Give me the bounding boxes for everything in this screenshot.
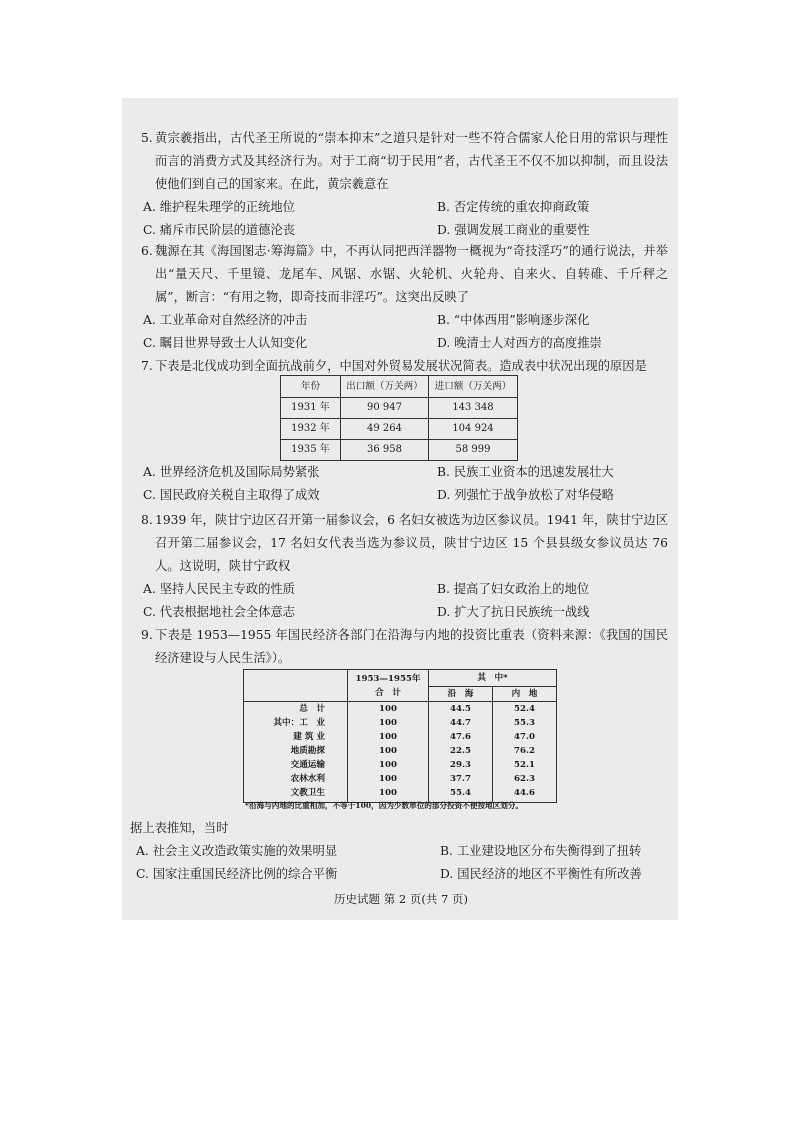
cell-sector: 总 计	[244, 702, 348, 717]
question-5	[140, 127, 668, 242]
option-c: C. 国家注重国民经济比例的综合平衡	[136, 866, 338, 881]
cell-export: 36 958	[341, 440, 429, 461]
answer-options	[140, 196, 668, 242]
header-total-cell	[348, 670, 429, 702]
table-header-row	[281, 376, 518, 398]
option-d: D. 国民经济的地区不平衡性有所改善	[440, 866, 642, 881]
cell-inland: 76.2	[493, 744, 557, 758]
answer-options	[133, 840, 668, 886]
cell-inland: 47.0	[493, 730, 557, 744]
question-number: 8.	[141, 513, 153, 527]
answer-options	[140, 578, 668, 624]
question-text: 1939 年，陕甘宁边区召开第一届参议会，6 名妇女被选为边区参议员。1941 年，陕甘宁边区召开第二届参议会，17 名妇女代表当选为参议员，陕甘宁边区 15 个县县级女参议员达 76 人。这说明，陕甘宁政权	[155, 513, 668, 573]
header-import: 进口额（万关两）	[429, 376, 518, 398]
cell-total: 100	[348, 730, 429, 744]
question-text: 下表是北伐成功到全面抗战前夕，中国对外贸易发展状况简表。造成表中状况出现的原因是	[155, 359, 647, 373]
cell-export: 90 947	[341, 398, 429, 419]
question-number: 7.	[141, 359, 153, 373]
question-9	[130, 624, 668, 886]
question-text: 魏源在其《海国图志·筹海篇》中，不再认同把西洋器物一概视为“奇技淫巧”的通行说法，并举出“量天尺、千里镜、龙尾车、风锯、水锯、火轮机、火轮舟、自来火、自转碓、千斤秤之属”，断言：“有用之物，即奇技而非淫巧”。这突出反映了	[155, 244, 668, 304]
trade-table	[280, 375, 518, 461]
cell-coastal: 44.5	[429, 702, 493, 717]
question-6	[140, 240, 668, 355]
table-row	[244, 702, 557, 717]
option-a: A. 社会主义改造政策实施的效果明显	[136, 843, 338, 858]
option-b: B. 民族工业资本的迅速发展壮大	[437, 465, 614, 479]
option-c: C. 痛斥市民阶层的道德沦丧	[143, 223, 296, 237]
option-d: D. 扩大了抗日民族统一战线	[437, 605, 590, 619]
cell-total: 100	[348, 716, 429, 730]
option-a: A. 工业革命对自然经济的冲击	[143, 313, 308, 327]
table-row	[244, 716, 557, 730]
question-stem	[140, 240, 668, 309]
question-number: 6.	[141, 244, 153, 258]
table-row	[244, 758, 557, 772]
header-year: 年份	[281, 376, 341, 398]
table-row	[244, 730, 557, 744]
cell-total: 100	[348, 772, 429, 786]
header-period: 1953—1955年	[355, 674, 421, 684]
cell-export: 49 264	[341, 419, 429, 440]
table-footnote: *沿海与内地的比重相加，不等于100，因为少数单位的部分投资不便按地区划分。	[245, 801, 524, 810]
header-inland: 内 地	[493, 687, 557, 702]
table-row	[281, 398, 518, 419]
cell-inland: 52.1	[493, 758, 557, 772]
cell-sector: 农林水利	[244, 772, 348, 786]
cell-inland: 44.6	[493, 786, 557, 803]
cell-total: 100	[348, 744, 429, 758]
option-c: C. 瞩目世界导致士人认知变化	[143, 336, 308, 350]
question-stem	[140, 624, 668, 670]
exam-content	[130, 127, 668, 911]
header-export: 出口额（万关两）	[341, 376, 429, 398]
cell-inland: 55.3	[493, 716, 557, 730]
cell-coastal: 47.6	[429, 730, 493, 744]
question-7	[140, 355, 668, 507]
cell-sector: 建 筑 业	[244, 730, 348, 744]
option-a: A. 维护程朱理学的正统地位	[143, 200, 295, 214]
option-a: A. 世界经济危机及国际局势紧张	[143, 465, 320, 479]
option-b: B. 否定传统的重农抑商政策	[437, 200, 590, 214]
cell-year: 1932 年	[281, 419, 341, 440]
option-c: C. 代表根据地社会全体意志	[143, 605, 296, 619]
cell-import: 143 348	[429, 398, 518, 419]
option-b: B. “中体西用”影响逐步深化	[437, 313, 590, 327]
cell-coastal: 55.4	[429, 786, 493, 803]
cell-coastal: 22.5	[429, 744, 493, 758]
question-stem	[140, 355, 668, 378]
cell-import: 58 999	[429, 440, 518, 461]
page-footer: 历史试题 第 2 页(共 7 页)	[334, 891, 468, 906]
question-followup: 据上表推知，当时	[130, 820, 229, 835]
investment-table	[243, 669, 557, 803]
question-stem	[140, 509, 668, 578]
header-coastal: 沿 海	[429, 687, 493, 702]
question-stem	[140, 127, 668, 196]
table-header-row	[244, 670, 557, 687]
cell-sector: 交通运输	[244, 758, 348, 772]
table-row	[244, 744, 557, 758]
option-d: D. 强调发展工商业的重要性	[437, 223, 590, 237]
question-8	[140, 509, 668, 624]
option-a: A. 坚持人民民主专政的性质	[143, 582, 295, 596]
cell-year: 1931 年	[281, 398, 341, 419]
option-c: C. 国民政府关税自主取得了成效	[143, 488, 320, 502]
question-text: 下表是 1953—1955 年国民经济各部门在沿海与内地的投资比重表（资料来源：《我国的国民经济建设与人民生活》）。	[155, 628, 668, 665]
header-of-which: 其 中*	[429, 670, 557, 687]
option-b: B. 提高了妇女政治上的地位	[437, 582, 590, 596]
cell-sector: 其中：工 业	[244, 716, 348, 730]
cell-sector: 地质勘探	[244, 744, 348, 758]
cell-coastal: 29.3	[429, 758, 493, 772]
table-corner	[244, 670, 348, 702]
question-number: 9.	[141, 628, 153, 642]
table-row	[281, 419, 518, 440]
cell-total: 100	[348, 702, 429, 717]
option-d: D. 晚清士人对西方的高度推崇	[437, 336, 602, 350]
header-total: 合 计	[375, 688, 401, 698]
cell-year: 1935 年	[281, 440, 341, 461]
cell-inland: 52.4	[493, 702, 557, 717]
table-row	[281, 440, 518, 461]
table-row	[244, 772, 557, 786]
answer-options	[140, 461, 668, 507]
option-b: B. 工业建设地区分布失衡得到了扭转	[440, 843, 642, 858]
question-text: 黄宗羲指出，古代圣王所说的“崇本抑末”之道只是针对一些不符合儒家人伦日用的常识与理性而言的消费方式及其经济行为。对于工商“切于民用”者，古代圣王不仅不加以抑制，而且设法使他们到自己的国家来。在此，黄宗羲意在	[155, 131, 668, 191]
answer-options	[140, 309, 668, 355]
question-number: 5.	[141, 131, 153, 145]
cell-inland: 62.3	[493, 772, 557, 786]
cell-total: 100	[348, 758, 429, 772]
cell-total: 100	[348, 786, 429, 803]
cell-sector: 文教卫生	[244, 786, 348, 803]
cell-coastal: 37.7	[429, 772, 493, 786]
option-d: D. 列强忙于战争放松了对华侵略	[437, 488, 615, 502]
cell-coastal: 44.7	[429, 716, 493, 730]
cell-import: 104 924	[429, 419, 518, 440]
